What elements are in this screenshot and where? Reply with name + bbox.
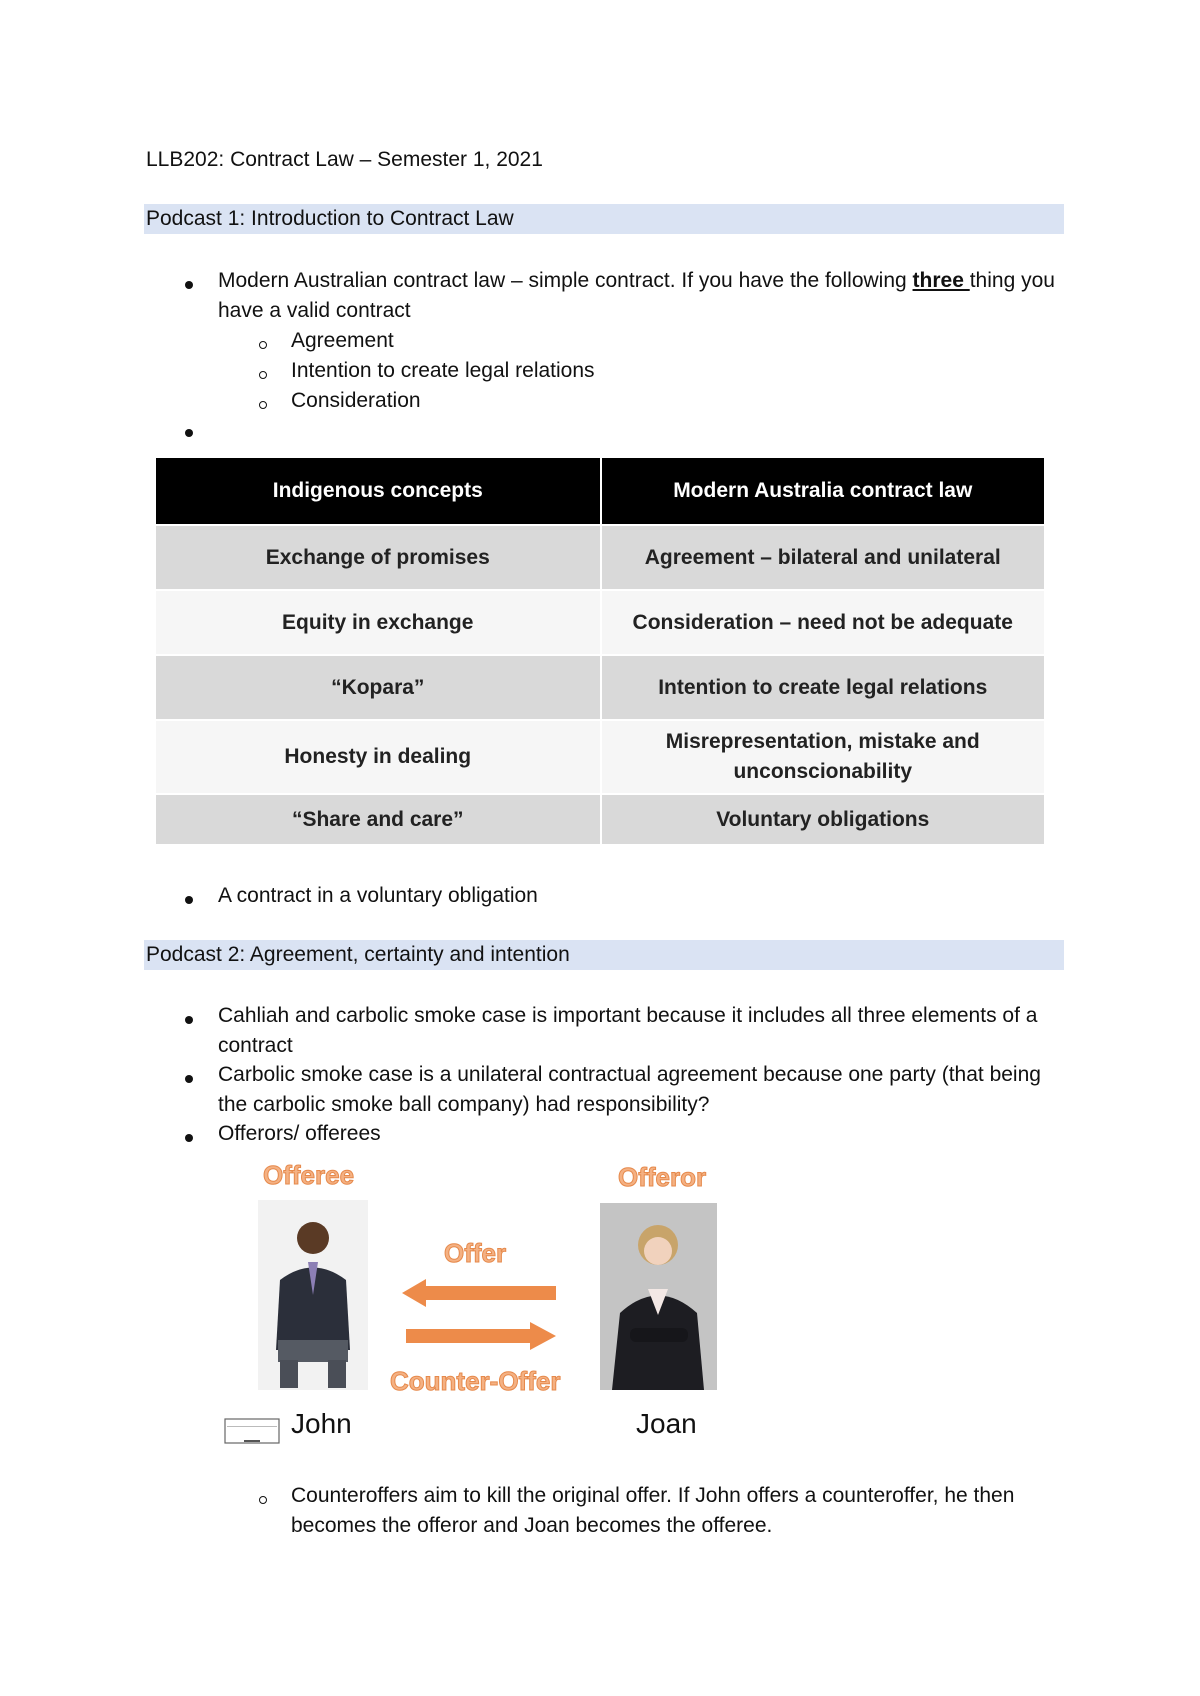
table-cell: Honesty in dealing (156, 720, 601, 794)
podcast1-bullet-1 (218, 266, 1058, 326)
podcast2-bullet-1: Cahliah and carbolic smoke case is important because it includes all three elements of a contract (218, 1004, 1038, 1057)
window-thumbnail-icon (224, 1418, 280, 1444)
podcast1-bullet-after-table: A contract in a voluntary obligation (218, 884, 538, 907)
element-intention: Intention to create legal relations (291, 359, 595, 382)
table-cell: “Share and care” (156, 794, 601, 844)
table-cell: Consideration – need not be adequate (601, 590, 1046, 655)
sub-bullet-ring (259, 341, 267, 349)
comparison-table (156, 458, 1046, 844)
woman-portrait-icon (600, 1203, 717, 1390)
element-agreement: Agreement (291, 329, 394, 352)
bullet-dot (185, 896, 193, 904)
document-title: LLB202: Contract Law – Semester 1, 2021 (146, 148, 543, 171)
bullet-text-pre: Modern Australian contract law – simple contract. If you have the following (218, 269, 913, 292)
john-name: John (291, 1408, 352, 1439)
bullet-dot (185, 281, 193, 289)
bullet-dot (185, 1075, 193, 1083)
table-cell: “Kopara” (156, 655, 601, 720)
counteroffer-note: Counteroffers aim to kill the original offer. If John offers a counteroffer, he then becomes the offeror and Joan becomes the offeree. (291, 1484, 1015, 1537)
john-photo (258, 1200, 368, 1390)
table-header: Modern Australia contract law (601, 458, 1046, 525)
table-row (156, 590, 1045, 655)
bullet-dot (185, 1134, 193, 1142)
table-row (156, 720, 1045, 794)
table-row (156, 525, 1045, 590)
podcast2-heading: Podcast 2: Agreement, certainty and intention (144, 940, 1064, 970)
element-consideration: Consideration (291, 389, 421, 412)
exchange-arrows (400, 1276, 560, 1356)
table-cell: Misrepresentation, mistake and unconscionability (601, 720, 1046, 794)
table-row (156, 794, 1045, 844)
offer-arrow-label: Offer (444, 1238, 507, 1268)
sub-bullet-ring (259, 371, 267, 379)
sub-bullet-ring (259, 401, 267, 409)
empty-bullet-dot (185, 429, 193, 437)
table-cell: Intention to create legal relations (601, 655, 1046, 720)
sub-bullet-ring (259, 1496, 267, 1504)
podcast1-heading: Podcast 1: Introduction to Contract Law (144, 204, 1064, 234)
bullet-text-post: thing you have a valid contract (218, 269, 1055, 322)
table-cell: Exchange of promises (156, 525, 601, 590)
arrow-left-icon (402, 1279, 556, 1307)
joan-name: Joan (636, 1408, 697, 1439)
table-cell: Voluntary obligations (601, 794, 1046, 844)
table-header: Indigenous concepts (156, 458, 601, 525)
man-portrait-icon (258, 1200, 368, 1390)
bullet-dot (185, 1016, 193, 1024)
table-cell: Agreement – bilateral and unilateral (601, 525, 1046, 590)
offeror-label: Offeror (618, 1162, 707, 1192)
counter-offer-arrow-label: Counter-Offer (390, 1366, 561, 1396)
table-cell: Equity in exchange (156, 590, 601, 655)
arrow-right-icon (406, 1322, 556, 1350)
joan-photo (600, 1203, 717, 1390)
bullet-text-emphasis: three (912, 269, 970, 292)
offeree-label: Offeree (263, 1160, 355, 1190)
table-header-row (156, 458, 1045, 525)
table-row (156, 655, 1045, 720)
podcast2-bullet-2: Carbolic smoke case is a unilateral contractual agreement because one party (that being the carbolic smoke ball company) had responsibility? (218, 1063, 1041, 1116)
podcast2-bullet-3: Offerors/ offerees (218, 1122, 381, 1145)
